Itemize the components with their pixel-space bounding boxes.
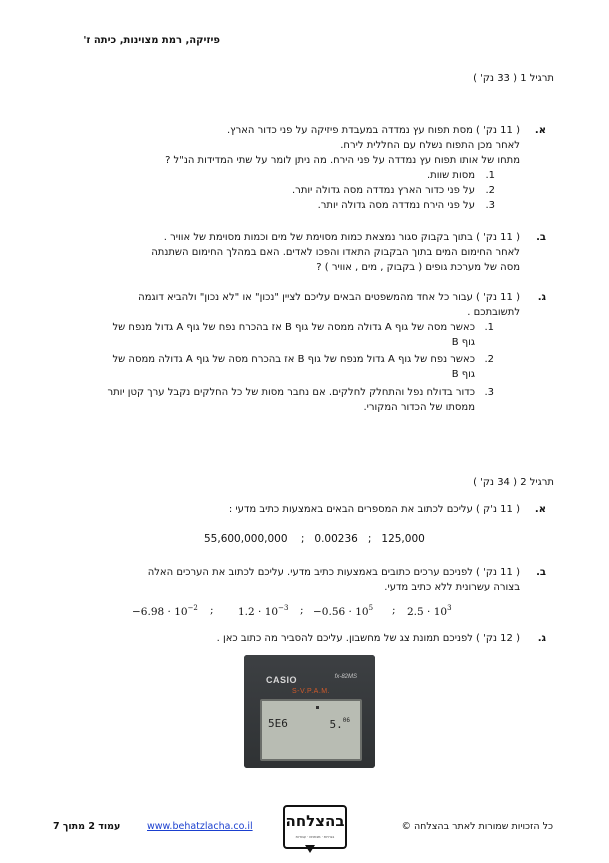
separator-1: ; [210, 604, 214, 616]
calculator-screen [260, 699, 362, 761]
behatzlacha-logo [283, 805, 347, 853]
screen-indicator-icon [316, 706, 319, 709]
ex1-c-item-3-num: 3. [484, 387, 494, 398]
display-input: 5E6 [268, 717, 288, 730]
ex1-a-opt-3-num: 3. [485, 200, 495, 211]
logo-text: בהצלחה [285, 812, 345, 830]
sci-value-1: $-6.98 \cdot 10^{-2}$ [132, 604, 198, 618]
ex1-c-item-1-l1: כאשר מסה של גוף A גדולה ממסה של גוף B אז בהכרח נפח של גוף A גדול מנפח של [112, 322, 475, 333]
ex1-a-line-3: מתחו של אותו תפוח עץ נמדדה על פני הירח. מה ניתן לומר על שתי המדידות הנ"ל ? [165, 155, 520, 166]
ex2-a-numbers: 55,600,000,000 ; 0.00236 ; 125,000 [204, 533, 425, 545]
header-subject: פיזיקה, רמת מצוינות, כיתה ז' [83, 35, 220, 46]
ex2-b-letter: ב. [536, 567, 546, 578]
ex1-c-item-2-l2: גוף B [451, 369, 475, 380]
ex1-c-item-3-l1: כדור בדולח נפל והתחלק לחלקים. אם נחבר מסות של כל החלקים נקבל ערך קטן יותר [107, 387, 475, 398]
site-link[interactable]: www.behatzlacha.co.il [147, 821, 253, 832]
calculator-photo [244, 655, 375, 768]
ex2-b-line-2: בצורה עשרונית ללא כתיב מדעי. [384, 582, 520, 593]
ex1-c-letter: ג. [537, 292, 546, 303]
calculator-brand: CASIO [266, 675, 298, 685]
ex1-a-letter: א. [534, 125, 546, 136]
exercise-2-title: תרגיל 2 ( 34 נק' ) [473, 477, 554, 488]
ex2-a-line: ( 11 נ'ק ) עליכם לכתוב את המספרים הבאים באמצעות כתיב מדעי : [228, 504, 520, 515]
ex1-a-line-1: ( 11 נק' ) מסת תפוח עץ נמדדה במעבדת פיזיקה על פני כדור הארץ. [227, 125, 520, 136]
ex1-a-opt-3: על פני הירח נמדדה מסה גדולה יותר. [317, 200, 475, 211]
ex1-c-item-2-num: 2. [484, 354, 494, 365]
ex2-c-letter: ג. [537, 633, 546, 644]
separator-2: ; [300, 604, 304, 616]
display-result: 5.06 [329, 717, 350, 731]
page-number: עמוד 2 מתוך 7 [53, 821, 121, 832]
ex1-c-line-1: ( 11 נק' ) עבור כל אחד מהמשפטים הבאים עליכם לציין "נכון" או "לא נכון" ולהביא דוגמה [138, 292, 520, 303]
ex1-c-line-2: לתשובתכם . [467, 307, 520, 318]
ex1-c-item-1-num: 1. [484, 322, 494, 333]
ex2-b-line-1: ( 11 נק' ) לפניכם ערכים כתובים באמצעות כתיב מדעי. עליכם לכתוב את הערכים האלה [147, 567, 520, 578]
ex1-b-line-3: מסה של מערכת גופים ( בקבוק , מים , אוויר ) ? [316, 262, 520, 273]
logo-subtext: בגרויות · מבחנים · עבודות [295, 835, 335, 839]
ex1-a-opt-1-num: 1. [485, 170, 495, 181]
calculator-label: S-V.P.A.M. [292, 688, 331, 695]
ex1-c-item-1-l2: גוף B [451, 337, 475, 348]
logo-speech-tail [305, 845, 315, 853]
ex2-c-line: ( 12 נק' ) לפניכם תמונת צג של מחשבון. עליכם להסביר מה כתוב כאן . [216, 633, 520, 644]
ex1-a-opt-2: על פני כדור הארץ נמדדה מסה גדולה יותר. [292, 185, 475, 196]
separator-3: ; [392, 604, 396, 616]
ex1-b-line-1: ( 11 נק' ) בתוך בקבוק סגור נמצאת כמות מסוימת של מים וכמות מסוימת של אוויר . [163, 232, 520, 243]
ex1-a-opt-2-num: 2. [485, 185, 495, 196]
ex1-a-opt-1: מסות שוות. [426, 170, 475, 181]
exercise-1-title: תרגיל 1 ( 33 נק' ) [473, 73, 554, 84]
ex1-b-line-2: לאחר החימום המים בתוך הבקבוק התאדו והפכו לאדים. האם במהלך החימום השתנתה [151, 247, 520, 258]
calculator-model: fx-82MS [334, 674, 357, 680]
ex1-c-item-2-l1: כאשר נפח של גוף A גדול מנפח של גוף B אז בהכרח מסה של גוף A גדולה ממסה של [112, 354, 475, 365]
sci-value-3: $-0.56 \cdot 10^5$ [313, 604, 374, 618]
sci-value-2: $1.2 \cdot 10^{-3}$ [238, 604, 289, 618]
ex1-a-line-2: לאחר מכן התפוח נשלח עם החללית לירח. [340, 140, 520, 151]
ex1-b-letter: ב. [536, 232, 546, 243]
ex1-c-item-3-l2: ממסתו של הכדור המקורי. [363, 402, 475, 413]
footer-copyright: כל הזכויות שמורות לאתר בהצלחה © [401, 821, 553, 832]
ex2-a-letter: א. [534, 504, 546, 515]
sci-value-4: $2.5 \cdot 10^3$ [407, 604, 452, 618]
